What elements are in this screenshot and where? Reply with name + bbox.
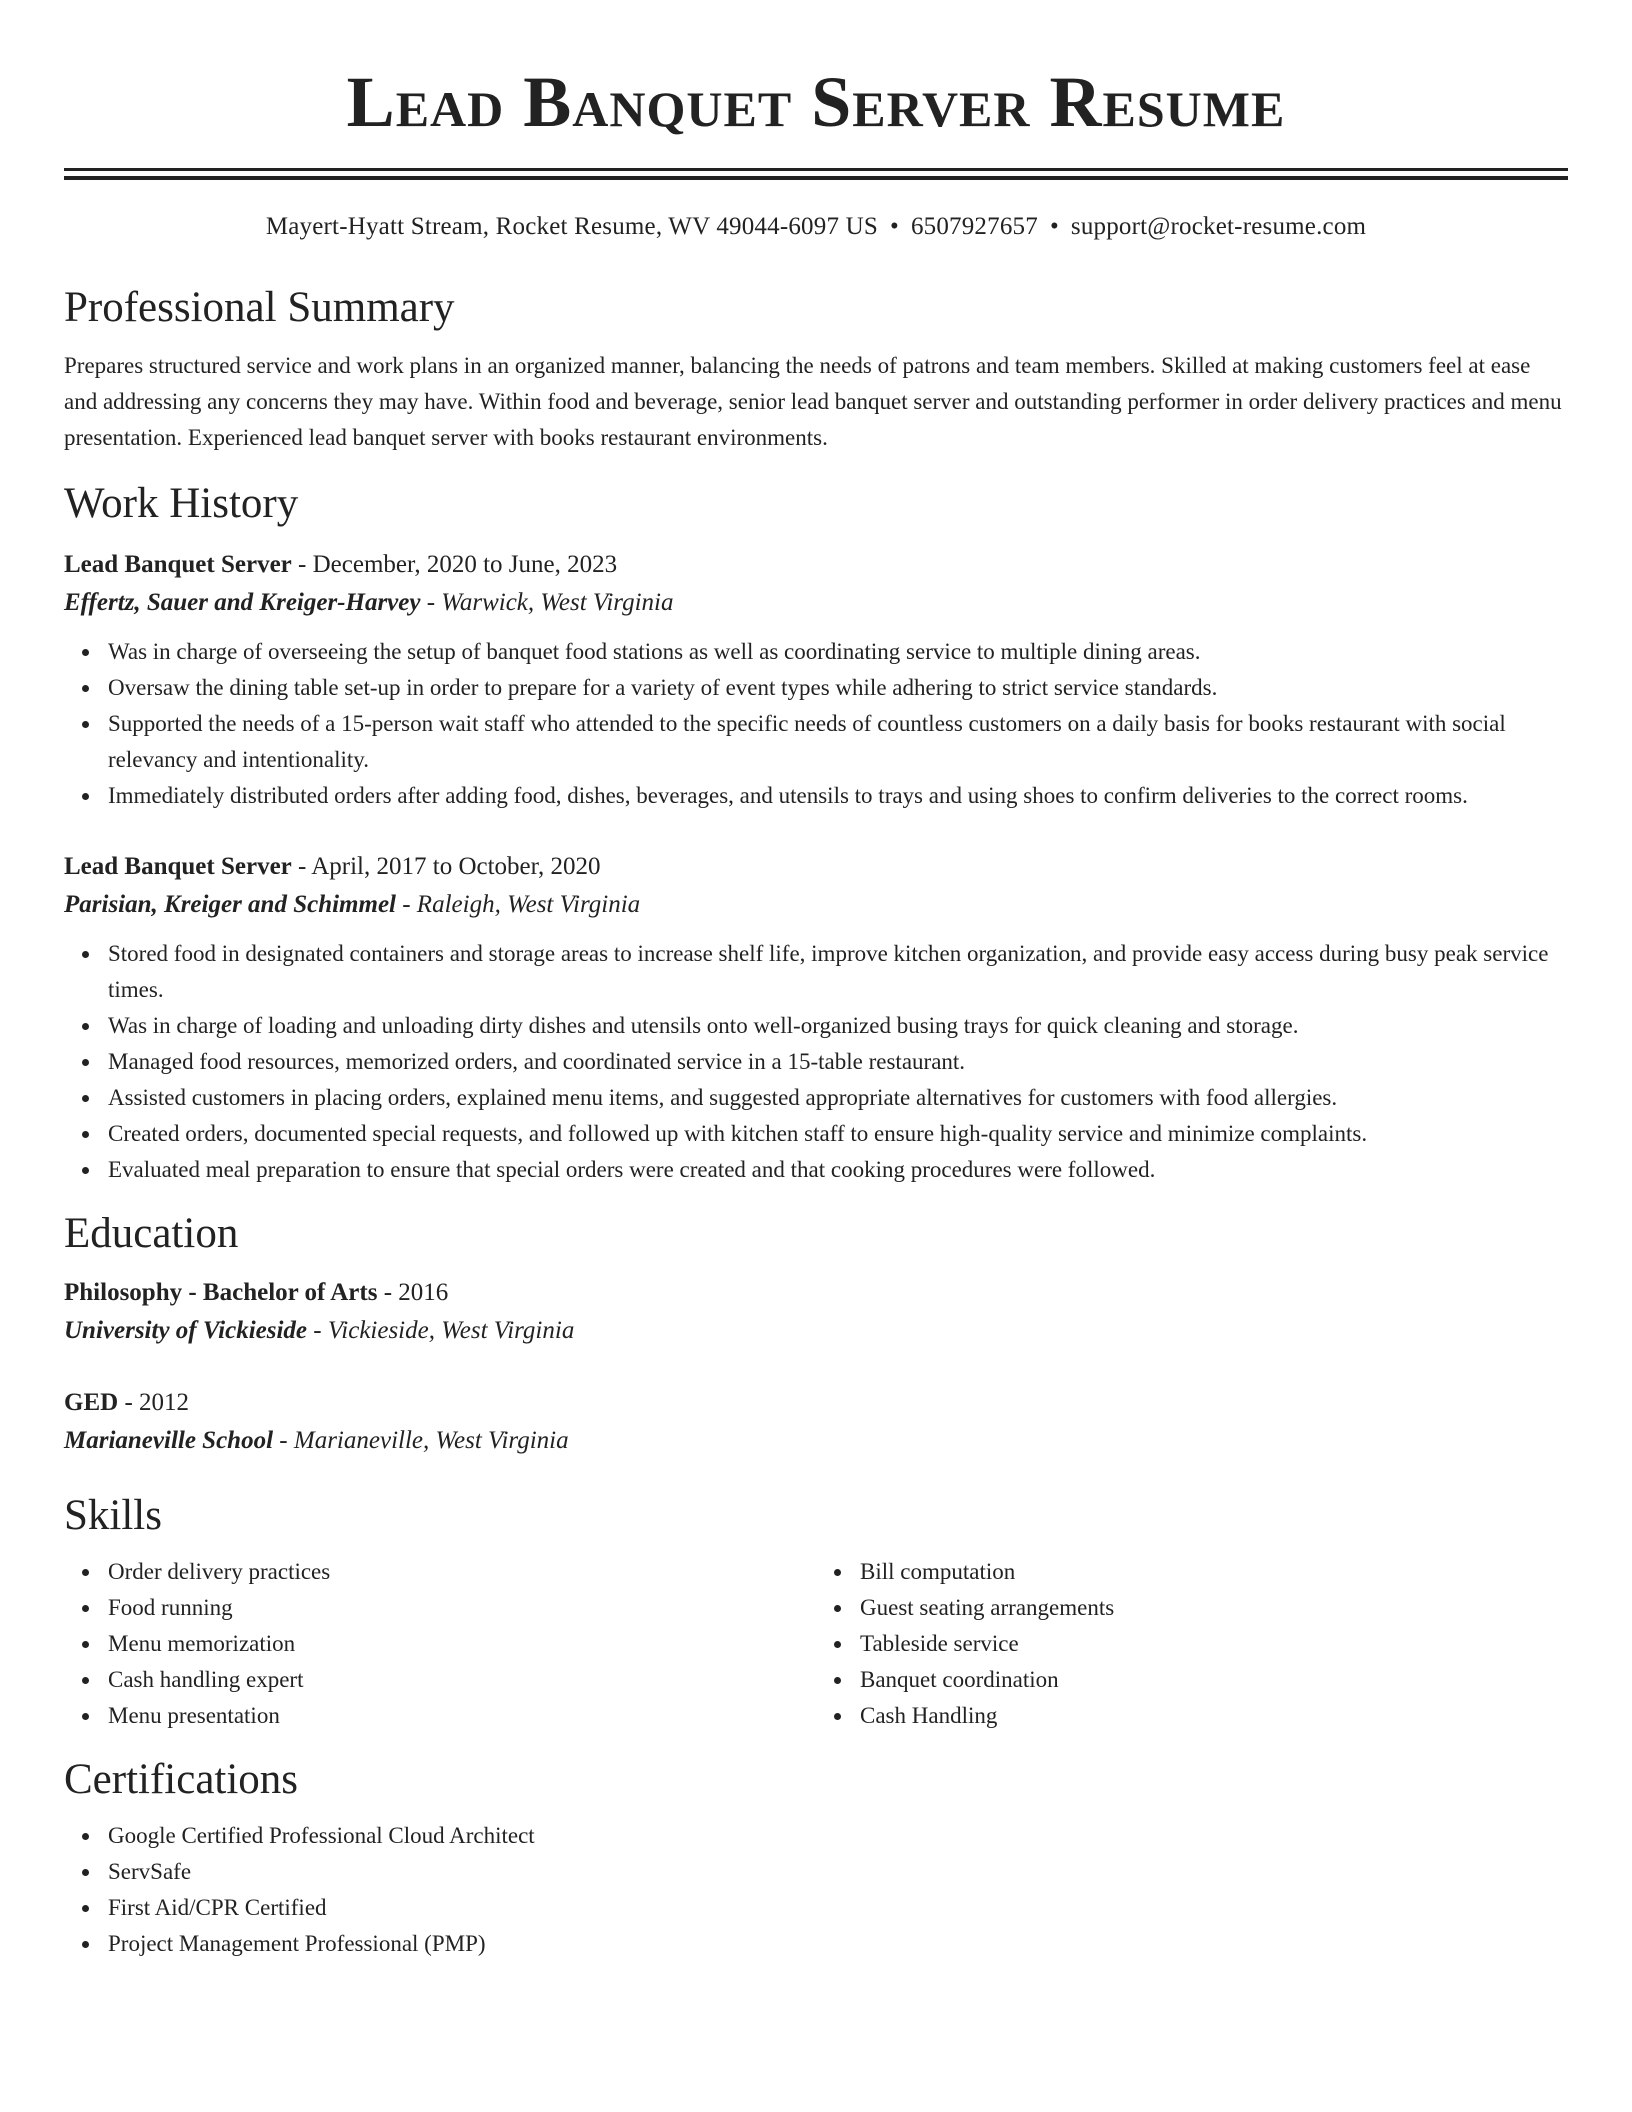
contact-address: Mayert-Hyatt Stream, Rocket Resume, WV 49044-6097 US: [265, 213, 878, 240]
job-bullets: [64, 936, 1568, 1188]
summary-section: [64, 282, 1568, 456]
job-bullets: [64, 634, 1568, 814]
employer-name: Effertz, Sauer and Kreiger-Harvey: [64, 589, 421, 616]
resume-title: Lead Banquet Server Resume: [346, 62, 1286, 142]
degree-year: - 2012: [118, 1389, 190, 1416]
education-section: [64, 1208, 1568, 1460]
work-history-section: [64, 478, 1568, 1188]
job-bullet: Was in charge of overseeing the setup of banquet food stations as well as coordinating service to multiple dining areas.: [108, 634, 1568, 670]
skill-item: Bill computation: [860, 1554, 1568, 1590]
summary-heading: Professional Summary: [64, 284, 455, 331]
job-entry: [64, 848, 1568, 1188]
skill-item: Guest seating arrangements: [860, 1590, 1568, 1626]
job-title: Lead Banquet Server: [64, 551, 292, 578]
skills-column-right: [816, 1554, 1568, 1734]
job-bullet: Managed food resources, memorized orders, and coordinated service in a 15-table restaurant.: [108, 1044, 1568, 1080]
job-title-line: [64, 546, 1568, 584]
degree-name: Philosophy - Bachelor of Arts: [64, 1279, 378, 1306]
job-dates: - December, 2020 to June, 2023: [291, 551, 618, 578]
education-entry: [64, 1384, 1568, 1460]
contact-email: support@rocket-resume.com: [1070, 213, 1367, 240]
job-bullet: Created orders, documented special requests, and followed up with kitchen staff to ensure high-quality service and minimize complaints.: [108, 1116, 1568, 1152]
skills-section: [64, 1490, 1568, 1734]
skill-item: Cash handling expert: [108, 1662, 816, 1698]
employer-line: [64, 584, 1568, 622]
skills-column-left: [64, 1554, 816, 1734]
school-line: [64, 1422, 1568, 1460]
job-bullet: Stored food in designated containers and storage areas to increase shelf life, improve kitchen organization, and provide easy access during busy peak service times.: [108, 936, 1568, 1008]
education-entry: [64, 1274, 1568, 1350]
education-heading: Education: [64, 1210, 239, 1257]
contact-phone: 6507927657: [910, 213, 1038, 240]
employer-location: - Warwick, West Virginia: [420, 589, 674, 616]
school-location: - Marianeville, West Virginia: [273, 1427, 569, 1454]
skill-item: Banquet coordination: [860, 1662, 1568, 1698]
skills-grid: [64, 1554, 1568, 1734]
skill-item: Order delivery practices: [108, 1554, 816, 1590]
title-divider-bottom: [64, 176, 1568, 180]
job-bullet: Evaluated meal preparation to ensure that special orders were created and that cooking procedures were followed.: [108, 1152, 1568, 1188]
employer-location: - Raleigh, West Virginia: [395, 891, 641, 918]
job-bullet: Oversaw the dining table set-up in order to prepare for a variety of event types while adhering to strict service standards.: [108, 670, 1568, 706]
job-bullet: Immediately distributed orders after adding food, dishes, beverages, and utensils to trays and using shoes to confirm deliveries to the correct rooms.: [108, 778, 1568, 814]
skill-item: Menu memorization: [108, 1626, 816, 1662]
school-name: Marianeville School: [64, 1427, 274, 1454]
degree-line: [64, 1274, 1568, 1312]
skills-heading: Skills: [64, 1492, 162, 1539]
skill-item: Menu presentation: [108, 1698, 816, 1734]
degree-year: - 2016: [377, 1279, 449, 1306]
job-bullet: Supported the needs of a 15-person wait staff who attended to the specific needs of countless customers on a daily basis for books restaurant with social relevancy and intentionality.: [108, 706, 1568, 778]
job-dates: - April, 2017 to October, 2020: [291, 853, 601, 880]
skill-item: Food running: [108, 1590, 816, 1626]
certification-item: Project Management Professional (PMP): [108, 1926, 1568, 1962]
summary-text: Prepares structured service and work plans in an organized manner, balancing the needs of patrons and team members. Skilled at making customers feel at ease and addressing any concerns they may have. Within food and beverage, senior lead banquet server and outstanding performer in order delivery practices and menu presentation. Experienced lead banquet server with books restaurant environments.: [64, 353, 1562, 450]
job-bullet: Was in charge of loading and unloading dirty dishes and utensils onto well-organized busing trays for quick cleaning and storage.: [108, 1008, 1568, 1044]
job-entry: [64, 546, 1568, 814]
degree-name: GED: [64, 1389, 119, 1416]
contact-separator: •: [889, 213, 899, 240]
job-bullet: Assisted customers in placing orders, explained menu items, and suggested appropriate alternatives for customers with food allergies.: [108, 1080, 1568, 1116]
work-history-heading: Work History: [64, 480, 299, 527]
school-line: [64, 1312, 1568, 1350]
contact-separator: •: [1049, 213, 1059, 240]
certification-item: Google Certified Professional Cloud Architect: [108, 1818, 1568, 1854]
certification-item: First Aid/CPR Certified: [108, 1890, 1568, 1926]
job-title: Lead Banquet Server: [64, 853, 292, 880]
skill-item: Cash Handling: [860, 1698, 1568, 1734]
certifications-list: [64, 1818, 1568, 1962]
school-name: University of Vickieside: [64, 1317, 308, 1344]
employer-line: [64, 886, 1568, 924]
certifications-section: [64, 1754, 1568, 1962]
degree-line: [64, 1384, 1568, 1422]
employer-name: Parisian, Kreiger and Schimmel: [64, 891, 396, 918]
contact-line: [64, 210, 1568, 244]
skill-item: Tableside service: [860, 1626, 1568, 1662]
certifications-heading: Certifications: [64, 1756, 299, 1803]
certification-item: ServSafe: [108, 1854, 1568, 1890]
school-location: - Vickieside, West Virginia: [307, 1317, 575, 1344]
job-title-line: [64, 848, 1568, 886]
title-divider-top: [64, 168, 1568, 171]
